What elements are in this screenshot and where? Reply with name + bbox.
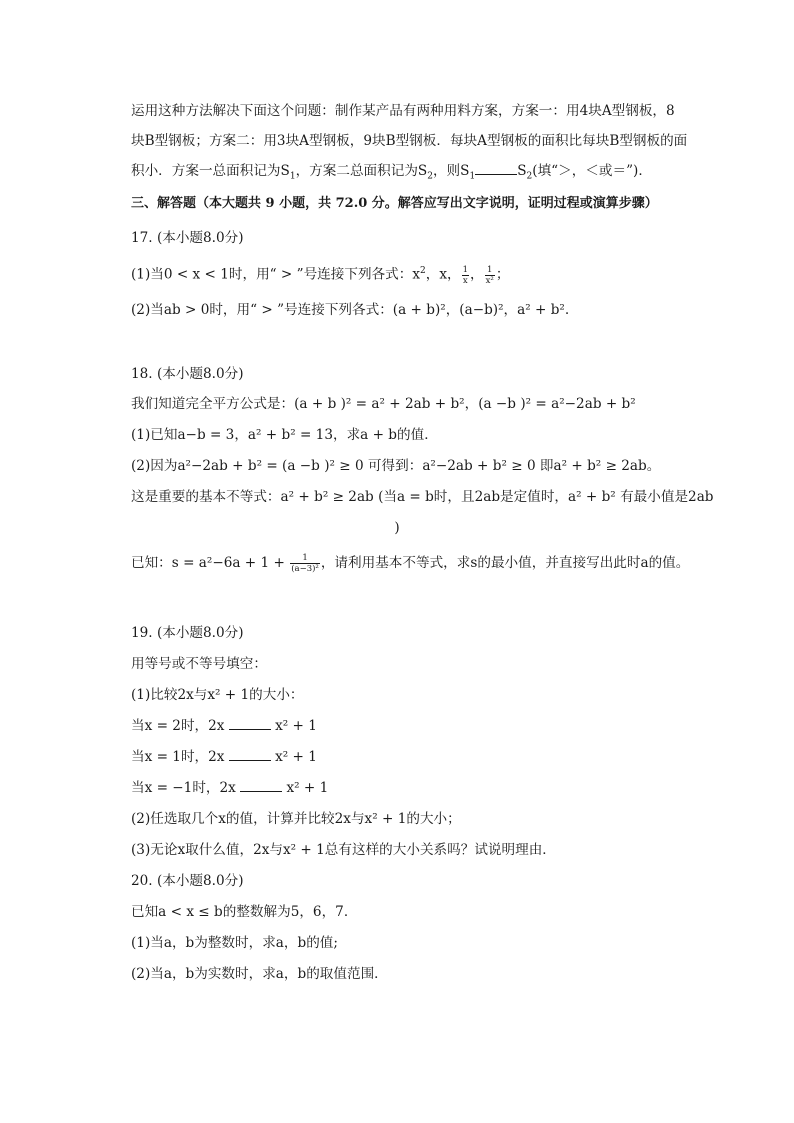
q18-line-2: (1)已知a−b = 3，a² + b² = 13，求a + b的值． <box>131 427 438 443</box>
answer-blank <box>229 719 271 730</box>
q19-line-7: (3)无论x取什么值，2x与x² + 1总有这样的大小关系吗？试说明理由． <box>131 842 556 858</box>
q19-row-3: 当x = −1时，2x x² + 1 <box>131 780 329 796</box>
q18-line-4: 这是重要的基本不等式：a² + b² ≥ 2ab (当a = b时，且2ab是定值时，a² + b² 有最小值是2ab <box>131 489 714 505</box>
q18-header: 18. (本小题8.0分) <box>131 366 244 382</box>
q19-row-1: 当x = 2时，2x x² + 1 <box>131 718 317 734</box>
answer-blank <box>240 781 282 792</box>
section-title: 三、解答题（本大题共 9 小题，共 72.0 分。解答应写出文字说明，证明过程或演算步骤） <box>131 196 658 211</box>
q18-line-5: ) <box>394 520 400 536</box>
q19-line-6: (2)任选取几个x的值，计算并比较2x与x² + 1的大小； <box>131 811 461 827</box>
answer-blank <box>475 164 517 175</box>
intro-line-2: 块B型钢板；方案二：用3块A型钢板，9块B型钢板．每块A型钢板的面积比每块B型钢板的面 <box>131 133 688 149</box>
q19-line-1: 用等号或不等号填空： <box>131 656 267 672</box>
q18-line-6: 已知：s = a²−6a + 1 + $\frac{1}{\text{(a−3)²}}$ ，请利用基本不等式，求s的最小值，并直接写出此时a的值。 <box>131 553 690 574</box>
answer-blank <box>229 750 271 761</box>
q18-line-3: (2)因为a²−2ab + b² = (a −b )² ≥ 0 可得到：a²−2ab + b² ≥ 0 即a² + b² ≥ 2ab。 <box>131 458 661 474</box>
q20-line-2: (1)当a，b为整数时，求a，b的值; <box>131 935 338 951</box>
intro-line-3: 积小．方案一总面积记为$S_1$，方案二总面积记为$S_2$，则$S_1$ $S_2$(填“＞，＜或＝”)． <box>131 163 652 182</box>
intro-line-1: 运用这种方法解决下面这个问题：制作某产品有两种用料方案，方案一：用4块A型钢板，8 <box>131 103 675 119</box>
q17-part2: (2)当ab > 0时，用“ > ”号连接下列各式：(a + b)²，(a−b)²，a² + b². <box>131 302 570 318</box>
q20-header: 20. (本小题8.0分) <box>131 873 244 889</box>
q19-header: 19. (本小题8.0分) <box>131 625 244 641</box>
q20-line-3: (2)当a，b为实数时，求a，b的取值范围． <box>131 966 388 982</box>
q17-header: 17. (本小题8.0分) <box>131 230 244 246</box>
fraction-1-over-x: $\frac{1}{x}$ <box>462 264 469 286</box>
q18-line-1: 我们知道完全平方公式是：(a + b )² = a² + 2ab + b²，(a −b )² = a²−2ab + b² <box>131 396 636 412</box>
q19-line-2: (1)比较2x与x² + 1的大小： <box>131 687 304 703</box>
q19-row-2: 当x = 1时，2x x² + 1 <box>131 749 317 765</box>
q17-part1: (1)当0 < x < 1时，用“ > ”号连接下列各式：$x^2$，x， $\frac{1}{x}$ ， $\frac{1}{\text{x²}}$ ； <box>131 264 510 286</box>
q20-line-1: 已知a < x ≤ b的整数解为5，6，7． <box>131 904 358 920</box>
fraction-1-over-x-squared: $\frac{1}{\text{x²}}$ <box>485 264 494 286</box>
fraction-1-over-a-minus-3-squared: $\frac{1}{\text{(a−3)²}}$ <box>291 553 319 574</box>
